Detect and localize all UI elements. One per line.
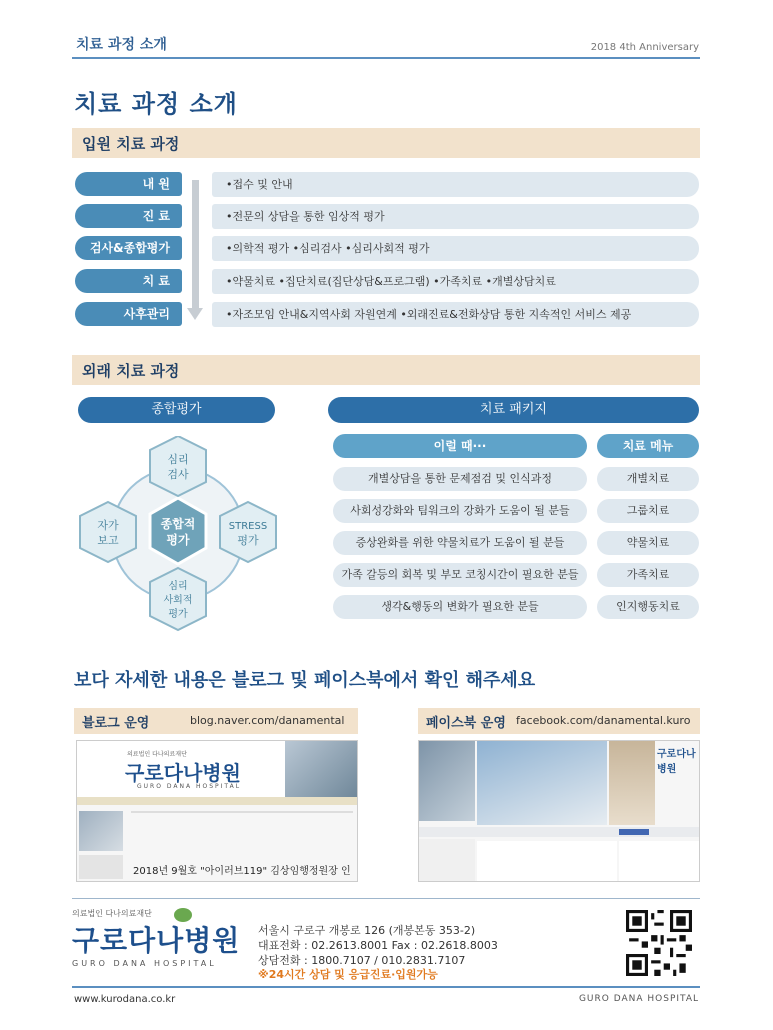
footer-notice: ※24시간 상담 및 응급진료·입원가능 xyxy=(258,968,438,981)
header-divider xyxy=(72,57,700,59)
blog-post-divider xyxy=(131,811,353,813)
step-label: 사후관리 xyxy=(75,302,182,326)
more-info-title: 보다 자세한 내용은 블로그 및 페이스북에서 확인 해주세요 xyxy=(74,670,536,691)
diagram-left-line1: 자가 xyxy=(97,519,119,532)
package-menu-cell: 개별치료 xyxy=(597,467,699,491)
footer-logo xyxy=(72,908,240,968)
footer-divider-bottom xyxy=(72,986,700,988)
outpatient-section-bar xyxy=(72,355,700,385)
package-when-cell: 증상완화를 위한 약물치료가 도움이 될 분들 xyxy=(333,531,587,555)
fb-profile-image xyxy=(419,741,475,821)
blog-banner xyxy=(77,741,358,797)
diagram-top-line1: 심리 xyxy=(167,453,189,466)
blog-banner-eng: GURO DANA HOSPITAL xyxy=(137,783,242,790)
diagram-center-line1: 종합적 xyxy=(160,517,196,531)
fb-tab-strip xyxy=(419,827,700,837)
diagram-right-line1: STRESS xyxy=(228,521,268,532)
footer-logo-eng: GURO DANA HOSPITAL xyxy=(72,959,217,968)
blog-url-link[interactable]: blog.naver.com/danamental xyxy=(190,714,345,727)
step-label: 진 료 xyxy=(75,204,182,228)
qr-code-icon[interactable] xyxy=(626,910,692,976)
facebook-label: 페이스북 운영 xyxy=(426,716,506,731)
package-header: 치료 패키지 xyxy=(328,397,699,423)
diagram-top-line2: 검사 xyxy=(167,468,189,481)
fb-left-menu xyxy=(419,839,475,882)
outpatient-heading: 외래 치료 과정 xyxy=(82,362,180,380)
facebook-link-bar[interactable] xyxy=(418,708,700,734)
package-col-when: 이럴 때··· xyxy=(333,434,587,458)
package-col-menu: 치료 메뉴 xyxy=(597,434,699,458)
step-desc: •약물치료 •집단치료(집단상담&프로그램) •가족치료 •개별상담치료 xyxy=(212,269,699,294)
blog-post-title[interactable]: 2018년 9월호 "아이러브119" 김상임행정원장 인 xyxy=(133,866,351,877)
package-menu-cell: 그룹치료 xyxy=(597,499,699,523)
blog-label: 블로그 운영 xyxy=(82,716,150,731)
diagram-top-hex xyxy=(150,436,206,496)
blog-screenshot[interactable] xyxy=(76,740,358,882)
footer-divider-top xyxy=(72,898,700,899)
footer-logo-foundation: 의료법인 다나의료재단 xyxy=(72,909,152,918)
diagram-bottom-line2: 사회적 xyxy=(163,595,193,606)
step-desc: •자조모임 안내&지역사회 자원연계 •외래진료&전화상담 통한 지속적인 서비스 제공 xyxy=(212,302,699,327)
inpatient-section-bar xyxy=(72,128,700,158)
facebook-url-link[interactable]: facebook.com/danamental.kuro xyxy=(516,714,691,727)
step-label: 검사&종합평가 xyxy=(75,236,182,260)
fb-info-card xyxy=(619,841,699,881)
header-section-title: 치료 과정 소개 xyxy=(76,37,167,53)
package-when-cell: 가족 갈등의 회복 및 부모 코칭시간이 필요한 분들 xyxy=(333,563,587,587)
diagram-left-hex xyxy=(80,502,136,562)
footer-hospital-eng: GURO DANA HOSPITAL xyxy=(578,994,699,1004)
blog-link-bar[interactable] xyxy=(74,708,358,734)
footer-address: 서울시 구로구 개봉로 126 (개봉본동 353-2) xyxy=(258,924,476,937)
process-arrow-down-icon xyxy=(187,308,203,320)
footer-website-link[interactable]: www.kurodana.co.kr xyxy=(74,994,176,1005)
blog-banner-foundation: 의료법인 다나의료재단 xyxy=(127,751,187,758)
blog-banner-building-image xyxy=(285,741,358,797)
logo-leaf-icon xyxy=(174,908,192,922)
inpatient-heading: 입원 치료 과정 xyxy=(82,135,180,153)
assessment-header: 종합평가 xyxy=(78,397,275,423)
header-anniversary: 2018 4th Anniversary xyxy=(590,42,699,53)
blog-banner-name: 구로다나병원 xyxy=(125,761,241,785)
diagram-right-hex xyxy=(220,502,276,562)
diagram-bottom-line3: 평가 xyxy=(168,609,188,620)
fb-cover-photo-grid xyxy=(609,741,655,825)
footer-consult: 상담전화 : 1800.7107 / 010.2831.7107 xyxy=(258,954,466,967)
assessment-diagram xyxy=(78,436,278,632)
fb-page-name: 구로다나병원 xyxy=(657,749,696,775)
step-label: 치 료 xyxy=(75,269,182,293)
package-menu-cell: 인지행동치료 xyxy=(597,595,699,619)
fb-post-card xyxy=(477,841,617,881)
diagram-left-line2: 보고 xyxy=(97,534,119,547)
facebook-screenshot[interactable] xyxy=(418,740,700,882)
package-when-cell: 개별상담을 통한 문제점검 및 인식과정 xyxy=(333,467,587,491)
package-when-cell: 사회성강화와 팀워크의 강화가 도움이 될 분들 xyxy=(333,499,587,523)
blog-nav-strip xyxy=(77,797,358,805)
fb-like-button[interactable] xyxy=(619,829,649,835)
page-title: 치료 과정 소개 xyxy=(74,90,238,118)
package-menu-cell: 가족치료 xyxy=(597,563,699,587)
fb-cover-building-image xyxy=(477,741,607,825)
diagram-center-line2: 평가 xyxy=(166,533,190,547)
footer-phone: 대표전화 : 02.2613.8001 Fax : 02.2618.8003 xyxy=(258,939,498,952)
diagram-right-line2: 평가 xyxy=(237,534,259,547)
process-arrow-line xyxy=(192,180,199,310)
step-desc: •접수 및 안내 xyxy=(212,172,699,197)
package-when-cell: 생각&행동의 변화가 필요한 분들 xyxy=(333,595,587,619)
step-desc: •전문의 상담을 통한 임상적 평가 xyxy=(212,204,699,229)
footer-logo-name: 구로다나병원 xyxy=(72,924,241,957)
step-label: 내 원 xyxy=(75,172,182,196)
diagram-bottom-line1: 심리 xyxy=(168,581,188,592)
blog-profile-image xyxy=(79,811,123,851)
diagram-center-hex xyxy=(150,498,206,564)
blog-sidebar-text xyxy=(79,855,123,879)
step-desc: •의학적 평가 •심리검사 •심리사회적 평가 xyxy=(212,236,699,261)
package-menu-cell: 약물치료 xyxy=(597,531,699,555)
